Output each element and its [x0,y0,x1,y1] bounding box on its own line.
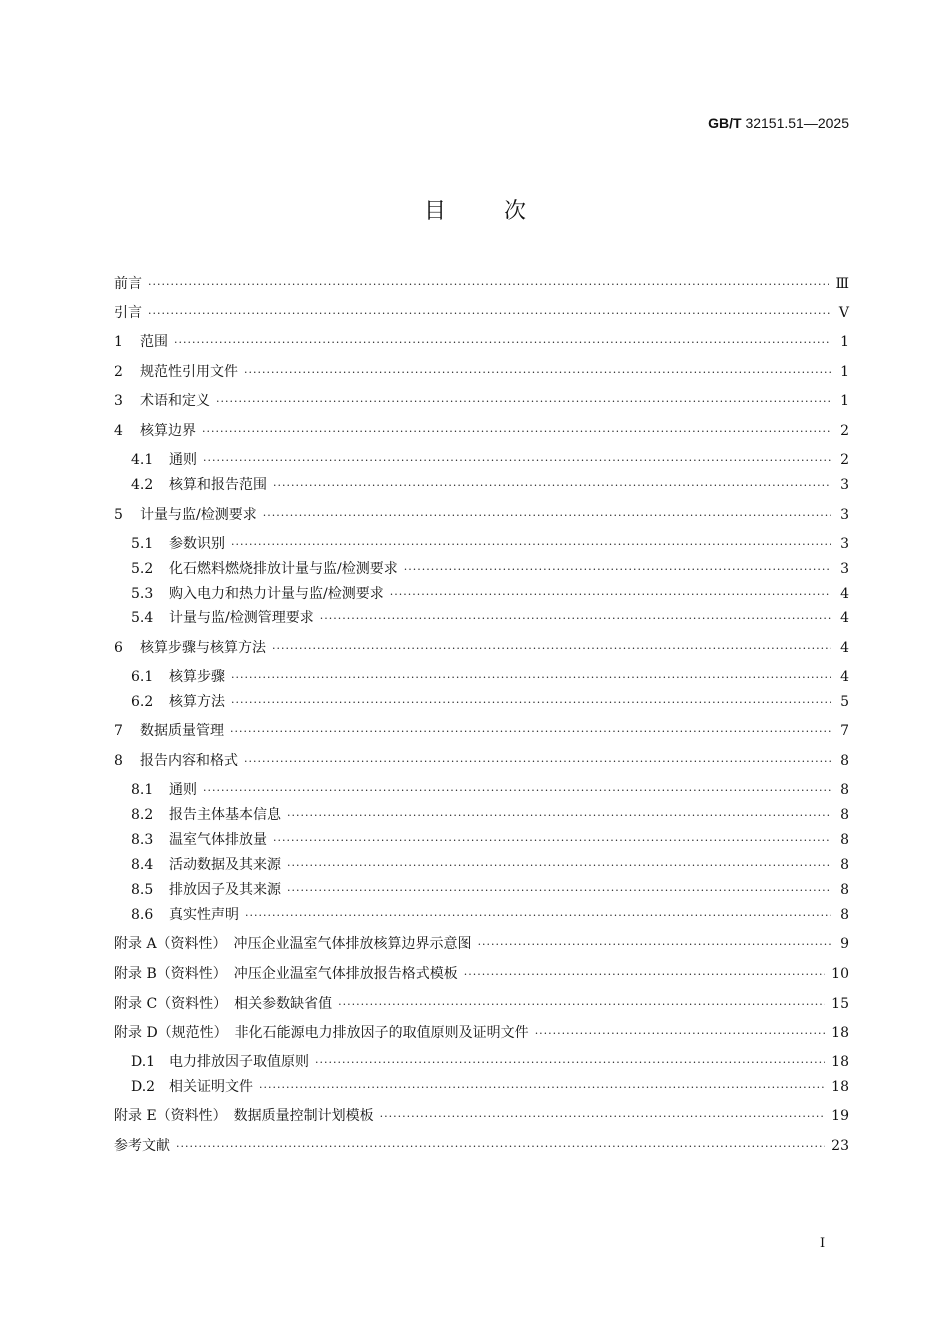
page-number: I [820,1236,826,1251]
toc-entry-page: 7 [840,723,849,739]
toc-entry-page: 9 [840,936,849,952]
toc-entry-number: 6.2 [131,694,154,710]
toc-entry-number: D.1 [131,1054,156,1070]
toc-leader-dots [245,905,831,925]
toc-entry-page: 2 [840,423,849,439]
toc-entry[interactable] [114,1106,849,1126]
toc-entry-label [114,994,332,1014]
toc-entry-page: Ⅴ [838,305,849,321]
toc-entry-title: 通则 [169,452,197,468]
standard-code-number: 32151.51—2025 [745,115,849,131]
toc-leader-dots [320,608,831,628]
toc-entry-title: 附录 A（资料性） 冲压企业温室气体排放核算边界示意图 [114,936,472,952]
toc-entry-title: 化石燃料燃烧排放计量与监/检测要求 [169,561,398,577]
toc-entry-label [114,905,239,925]
toc-entry-page: 8 [840,807,849,823]
toc-entry-title: 核算步骤 [169,669,225,685]
toc-entry[interactable] [114,667,849,687]
toc-entry-number: 1 [114,334,123,350]
toc-entry-label [114,475,267,495]
toc-entry[interactable] [114,1077,849,1097]
toc-leader-dots [338,994,825,1014]
toc-leader-dots [287,805,831,825]
toc-entry-label [114,855,281,875]
toc-entry-label [114,880,281,900]
toc-entry-number: 2 [114,364,123,380]
toc-entry-title: 前言 [114,276,142,292]
toc-entry-page: 5 [840,694,849,710]
toc-entry-label [114,805,281,825]
toc-entry-page: 8 [840,782,849,798]
toc-entry[interactable] [114,1052,849,1072]
toc-entry-label [114,362,238,382]
toc-entry-title: 附录 D（规范性） 非化石能源电力排放因子的取值原则及证明文件 [114,1025,529,1041]
toc-entry-page: 10 [831,966,849,982]
toc-entry[interactable] [114,274,849,294]
toc-entry-title: 核算边界 [140,423,196,439]
toc-entry-page: 3 [840,477,849,493]
toc-entry-title: 报告内容和格式 [140,753,238,769]
toc-entry-title: 附录 E（资料性） 数据质量控制计划模板 [114,1108,374,1124]
toc-entry-title: 参考文献 [114,1138,170,1154]
toc-leader-dots [244,751,831,771]
toc-entry-page: 8 [840,753,849,769]
toc-entry-page: 8 [840,832,849,848]
toc-entry-title: 通则 [169,782,197,798]
toc-leader-dots [230,721,831,741]
toc-entry[interactable] [114,559,849,579]
toc-entry-page: 4 [840,640,849,656]
toc-leader-dots [287,855,831,875]
toc-entry-label [114,421,196,441]
toc-entry-page: 1 [840,364,849,380]
toc-entry[interactable] [114,805,849,825]
toc-leader-dots [263,505,831,525]
toc-entry-label [114,780,197,800]
toc-entry-title: 核算和报告范围 [169,477,267,493]
toc-leader-dots [380,1106,826,1126]
toc-entry[interactable] [114,391,849,411]
toc-entry-label [114,1077,253,1097]
toc-entry[interactable] [114,450,849,470]
toc-entry-title: 数据质量管理 [140,723,224,739]
toc-entry[interactable] [114,332,849,352]
toc-entry[interactable] [114,692,849,712]
toc-entry-title: 活动数据及其来源 [169,857,281,873]
toc-entry-page: 3 [840,507,849,523]
toc-entry-label [114,505,257,525]
toc-entry-label [114,450,197,470]
toc-leader-dots [315,1052,825,1072]
toc-leader-dots [231,692,831,712]
toc-entry[interactable] [114,830,849,850]
toc-entry-number: 8.2 [131,807,154,823]
toc-entry[interactable] [114,475,849,495]
toc-leader-dots [148,303,831,323]
toc-entry[interactable] [114,721,849,741]
toc-leader-dots [535,1023,825,1043]
toc-entry-label [114,303,142,323]
toc-entry-title: 真实性声明 [169,907,239,923]
toc-entry[interactable] [114,751,849,771]
toc-entry[interactable] [114,421,849,441]
toc-entry-page: 1 [840,393,849,409]
toc-entry-number: 8.6 [131,907,154,923]
toc-entry[interactable] [114,880,849,900]
toc-entry-page: 3 [840,536,849,552]
toc-leader-dots [244,362,831,382]
toc-entry[interactable] [114,505,849,525]
toc-entry-page: 18 [831,1025,849,1041]
toc-entry-page: 4 [840,610,849,626]
toc-leader-dots [464,964,825,984]
toc-entry[interactable] [114,905,849,925]
toc-entry-title: 附录 C（资料性） 相关参数缺省值 [114,996,333,1012]
toc-leader-dots [259,1077,825,1097]
toc-entry-page: 4 [840,669,849,685]
toc-leader-dots [273,830,831,850]
toc-entry-label [114,1052,309,1072]
toc-entry[interactable] [114,638,849,658]
toc-entry-title: 温室气体排放量 [169,832,267,848]
toc-entry-number: 8.4 [131,857,154,873]
toc-entry-label [114,667,225,687]
toc-entry-label [114,934,472,954]
toc-entry-label [114,751,238,771]
toc-entry-number: 7 [114,723,123,739]
toc-leader-dots [176,1136,825,1156]
toc-entry-title: 计量与监/检测要求 [140,507,257,523]
toc-entry-number: 8.1 [131,782,154,798]
toc-entry[interactable] [114,1023,849,1043]
toc-leader-dots [203,780,831,800]
toc-entry-title: 核算步骤与核算方法 [140,640,266,656]
toc-entry-number: 4.1 [131,452,154,468]
toc-entry-title: 核算方法 [169,694,225,710]
toc-entry-page: 19 [831,1108,849,1124]
toc-entry-number: 8.3 [131,832,154,848]
toc-entry[interactable] [114,855,849,875]
toc-entry-page: Ⅲ [835,276,849,292]
toc-leader-dots [272,638,831,658]
toc-entry-label [114,964,458,984]
toc-entry-page: 3 [840,561,849,577]
page-title: 目次 [423,199,584,224]
toc-entry-page: 18 [831,1054,849,1070]
toc-leader-dots [231,667,831,687]
toc-entry[interactable] [114,1136,849,1156]
toc-entry-number: 3 [114,393,123,409]
toc-entry-label [114,391,210,411]
toc-entry-title: 购入电力和热力计量与监/检测要求 [169,586,384,602]
toc-entry[interactable] [114,964,849,984]
toc-leader-dots [273,475,831,495]
toc-entry-title: 相关证明文件 [169,1079,253,1095]
toc-entry-label [114,830,267,850]
toc-entry-number: 6 [114,640,123,656]
toc-entry-number: 5.4 [131,610,154,626]
toc-entry-title: 引言 [114,305,142,321]
toc-leader-dots [478,934,831,954]
toc-entry-title: 范围 [140,334,168,350]
toc-entry[interactable] [114,780,849,800]
toc-entry-title: 电力排放因子取值原则 [169,1054,309,1070]
toc-entry-label [114,608,314,628]
toc-entry-title: 报告主体基本信息 [169,807,281,823]
toc-entry-number: 6.1 [131,669,154,685]
toc-entry-title: 参数识别 [169,536,225,552]
toc-leader-dots [231,534,831,554]
toc-entry-label [114,534,225,554]
toc-entry-page: 2 [840,452,849,468]
toc-entry-title: 计量与监/检测管理要求 [169,610,314,626]
toc-entry-page: 18 [831,1079,849,1095]
toc-entry-title: 排放因子及其来源 [169,882,281,898]
toc-entry[interactable] [114,303,849,323]
toc-entry-page: 1 [840,334,849,350]
toc-entry-number: 4 [114,423,123,439]
toc-entry[interactable] [114,994,849,1014]
toc-entry-page: 8 [840,857,849,873]
toc-entry-label [114,692,225,712]
toc-entry-label [114,332,168,352]
toc-entry-title: 术语和定义 [140,393,210,409]
toc-entry-page: 23 [831,1138,849,1154]
toc-entry-page: 15 [831,996,849,1012]
toc-entry-page: 8 [840,907,849,923]
toc-entry-title: 附录 B（资料性） 冲压企业温室气体排放报告格式模板 [114,966,458,982]
toc-entry[interactable] [114,534,849,554]
toc-entry-page: 8 [840,882,849,898]
toc-entry-label [114,559,398,579]
toc-entry-label [114,274,142,294]
toc-entry[interactable] [114,362,849,382]
toc-leader-dots [203,450,831,470]
toc-entry-label [114,638,266,658]
toc-leader-dots [404,559,831,579]
toc-entry-number: 8 [114,753,123,769]
toc-entry[interactable] [114,584,849,604]
toc-leader-dots [287,880,831,900]
toc-entry-number: 5.2 [131,561,154,577]
standard-code-prefix: GB/T [708,115,742,131]
toc-entry-number: 4.2 [131,477,154,493]
standard-code [708,115,849,131]
toc-entry-number: D.2 [131,1079,156,1095]
toc-entry-number: 8.5 [131,882,154,898]
toc-entry-label [114,584,384,604]
toc-entry-number: 5.3 [131,586,154,602]
toc-entry-label [114,1106,374,1126]
toc-entry-label [114,721,224,741]
toc-entry-label [114,1136,170,1156]
toc-entry-number: 5.1 [131,536,154,552]
toc-entry-page: 4 [840,586,849,602]
toc-entry-title: 规范性引用文件 [140,364,238,380]
toc-leader-dots [174,332,831,352]
toc-leader-dots [202,421,831,441]
toc-leader-dots [216,391,831,411]
toc-entry[interactable] [114,608,849,628]
toc-leader-dots [390,584,831,604]
toc-entry[interactable] [114,934,849,954]
toc-entry-number: 5 [114,507,123,523]
toc-leader-dots [148,274,829,294]
toc-entry-label [114,1023,529,1043]
